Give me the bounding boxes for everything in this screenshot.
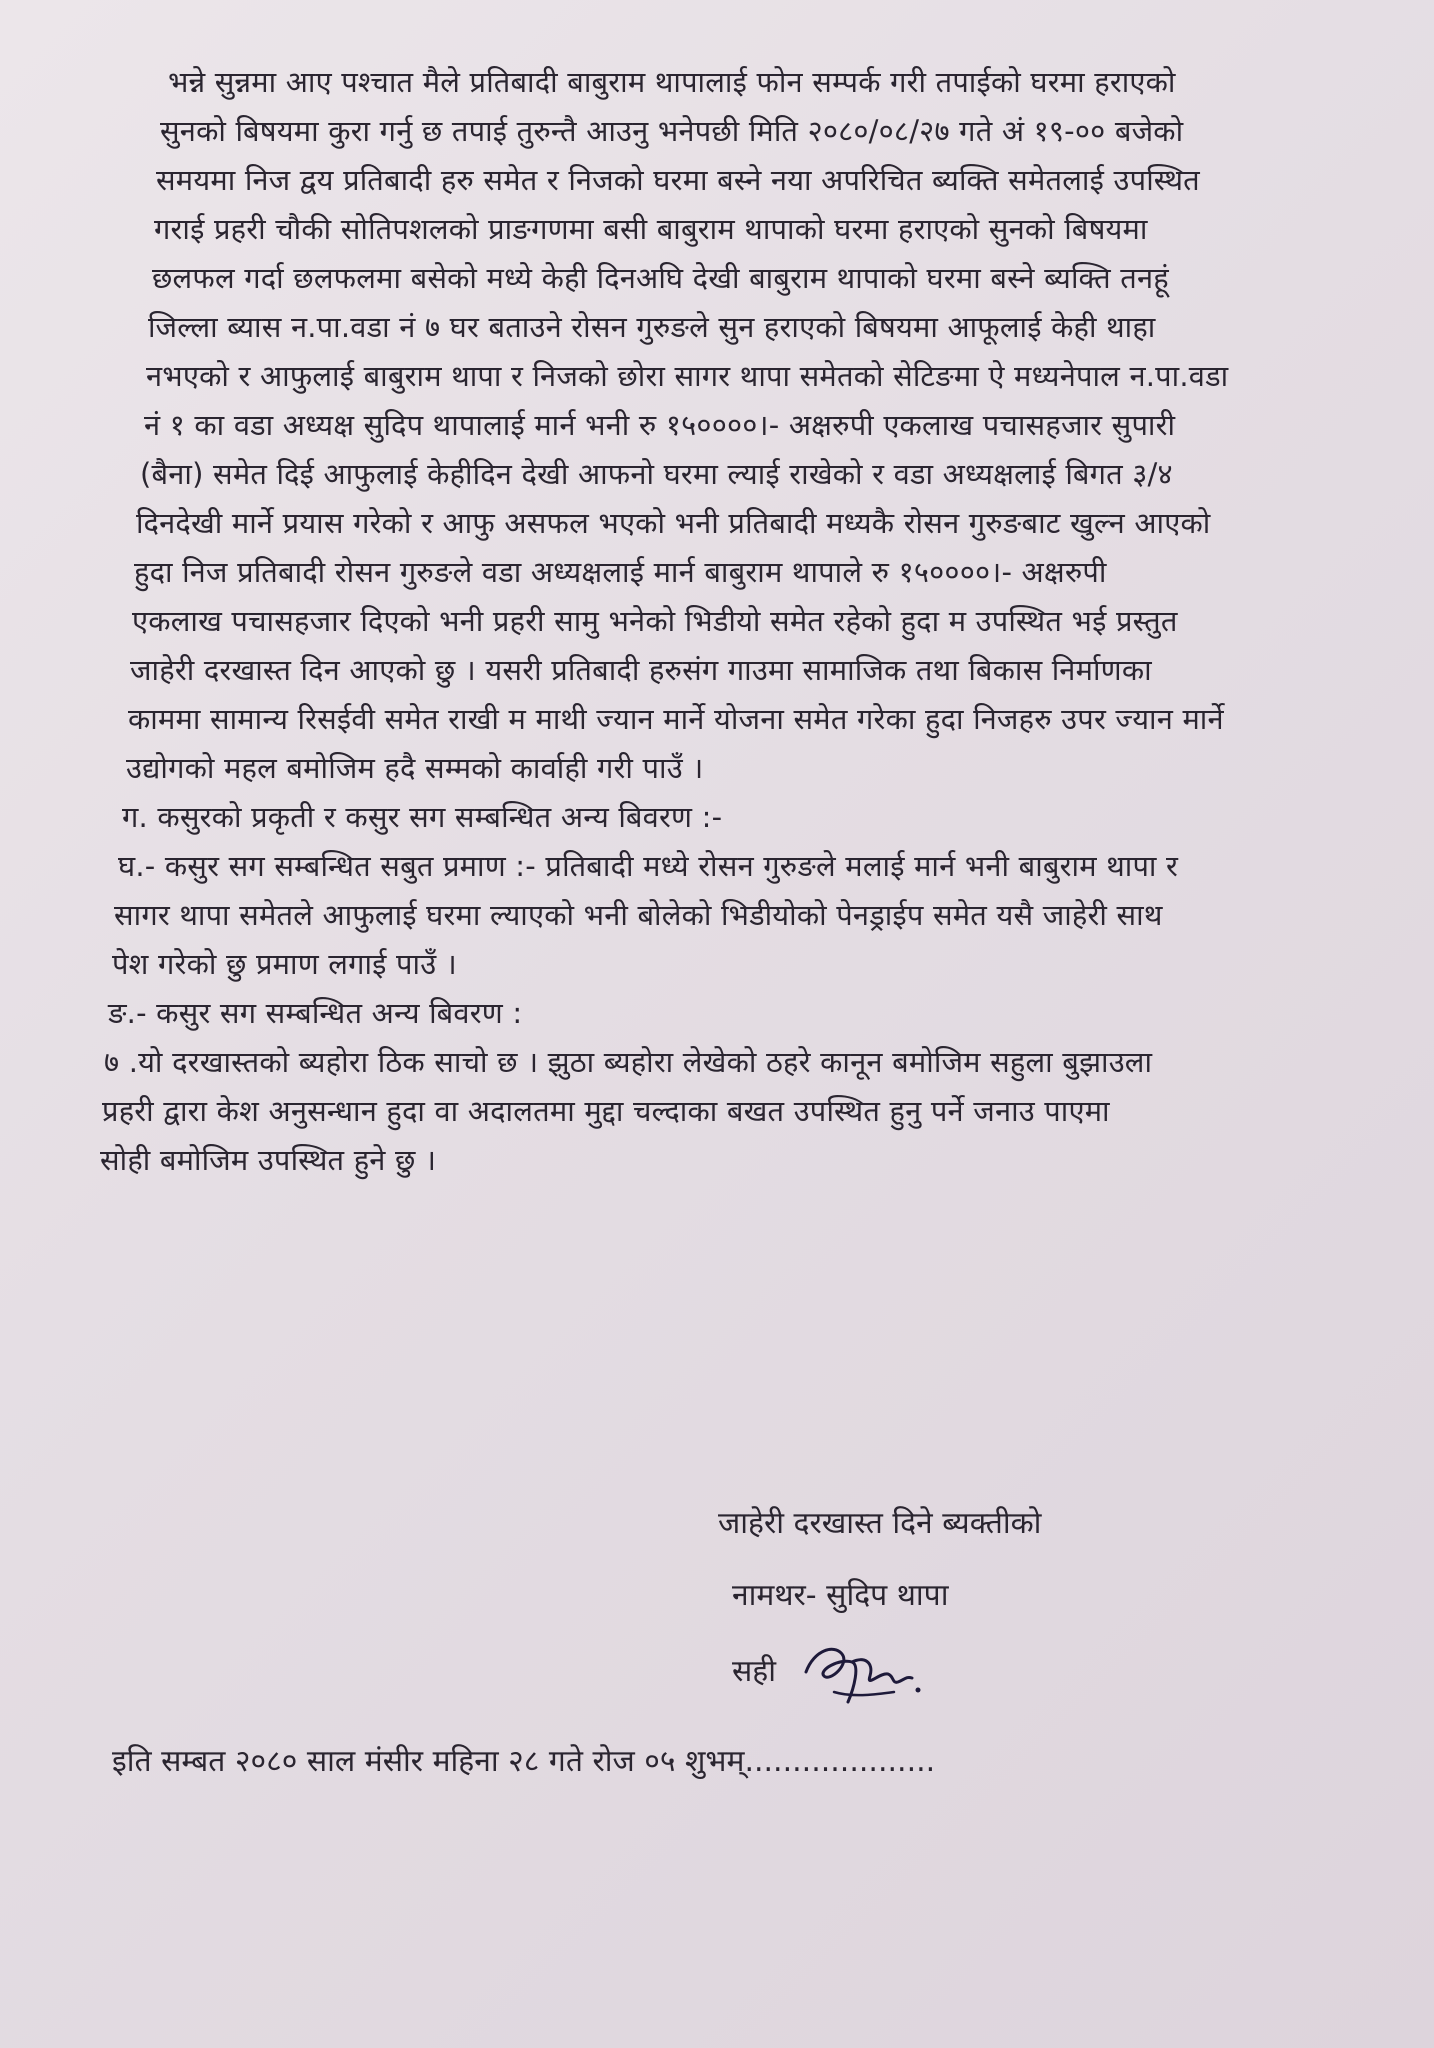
body-line: छलफल गर्दा छलफलमा बसेको मध्ये केही दिनअघि देखी बाबुराम थापाको घरमा बस्ने ब्यक्ति तनहूं xyxy=(152,261,1169,295)
document-body xyxy=(100,58,1340,1185)
body-line: नभएको र आफुलाई बाबुराम थापा र निजको छोरा सागर थापा समेतको सेटिङमा ऐ मध्यनेपाल न.पा.वडा xyxy=(146,359,1229,393)
body-line: काममा सामान्य रिसईवी समेत राखी म माथी ज्यान मार्ने योजना समेत गरेका हुदा निजहरु उपर ज्यान मार्ने xyxy=(128,702,1224,736)
signature-row xyxy=(732,1632,1041,1712)
section-heading-gha: घ.- कसुर सग सम्बन्धित सबुत प्रमाण :- प्रतिबादी मध्ये रोसन गुरुङले मलाई मार्न भनी बाबुराम थापा र xyxy=(118,849,1179,883)
signature-label: सही xyxy=(732,1654,776,1689)
body-line: जाहेरी दरखास्त दिन आएको छु । यसरी प्रतिबादी हरुसंग गाउमा सामाजिक तथा बिकास निर्माणका xyxy=(130,653,1152,687)
body-line: ७ .यो दरखास्तको ब्यहोरा ठिक साचो छ । झुठा ब्यहोरा लेखेको ठहरे कानून बमोजिम सहुला बुझाउला xyxy=(104,1045,1153,1079)
body-line: नं १ का वडा अध्यक्ष सुदिप थापालाई मार्न भनी रु १५००००।- अक्षरुपी एकलाख पचासहजार सुपारी xyxy=(144,408,1176,442)
body-line: दिनदेखी मार्ने प्रयास गरेको र आफु असफल भएको भनी प्रतिबादी मध्यकै रोसन गुरुङबाट खुल्न आएको xyxy=(136,506,1211,540)
handwritten-signature xyxy=(794,1632,924,1712)
body-line: पेश गरेको छु प्रमाण लगाई पाउँ । xyxy=(112,947,457,981)
section-heading-ga: ग. कसुरको प्रकृती र कसुर सग सम्बन्धित अन्य बिवरण :- xyxy=(122,800,723,834)
body-line: जिल्ला ब्यास न.पा.वडा नं ७ घर बताउने रोसन गुरुङले सुन हराएको बिषयमा आफूलाई केही थाहा xyxy=(148,310,1156,344)
body-line: सोही बमोजिम उपस्थित हुने छु । xyxy=(100,1143,437,1177)
signature-block xyxy=(718,1488,1041,1712)
body-line: सुनको बिषयमा कुरा गर्नु छ तपाई तुरुन्तै आउनु भनेपछी मिति २०८०/०८/२७ गते अं १९-०० बजेको xyxy=(160,114,1184,148)
body-line: प्रहरी द्वारा केश अनुसन्धान हुदा वा अदालतमा मुद्दा चल्दाका बखत उपस्थित हुनु पर्ने जनाउ पाएमा xyxy=(102,1094,1110,1128)
body-line: सागर थापा समेतले आफुलाई घरमा ल्याएको भनी बोलेको भिडीयोको पेनड्राईप समेत यसै जाहेरी साथ xyxy=(114,898,1163,932)
body-line: हुदा निज प्रतिबादी रोसन गुरुङले वडा अध्यक्षलाई मार्न बाबुराम थापाले रु १५००००।- अक्षरुपी xyxy=(134,555,1107,589)
section-heading-nga: ङ.- कसुर सग सम्बन्धित अन्य बिवरण : xyxy=(108,996,523,1030)
body-line: एकलाख पचासहजार दिएको भनी प्रहरी सामु भनेको भिडीयो समेत रहेको हुदा म उपस्थित भई प्रस्तुत xyxy=(132,604,1178,638)
body-line: गराई प्रहरी चौकी सोतिपशलको प्राङगणमा बसी बाबुराम थापाको घरमा हराएको सुनको बिषयमा xyxy=(154,212,1148,246)
body-line: उद्योगको महल बमोजिम हदै सम्मको कार्वाही गरी पाउँ । xyxy=(126,751,704,785)
signature-line-1: जाहेरी दरखास्त दिने ब्यक्तीको xyxy=(718,1506,1042,1541)
signature-name-line: नामथर- सुदिप थापा xyxy=(732,1578,949,1613)
body-line: (बैना) समेत दिई आफुलाई केहीदिन देखी आफनो घरमा ल्याई राखेको र वडा अध्यक्षलाई बिगत ३/४ xyxy=(140,457,1173,491)
closing-line: इति सम्बत २०८० साल मंसीर महिना २८ गते रोज ०५ शुभम्.................... xyxy=(112,1744,936,1779)
body-line: भन्ने सुन्नमा आए पश्चात मैले प्रतिबादी बाबुराम थापालाई फोन सम्पर्क गरी तपाईको घरमा हराएको xyxy=(168,65,1176,99)
body-line: समयमा निज द्वय प्रतिबादी हरु समेत र निजको घरमा बस्ने नया अपरिचित ब्यक्ति समेतलाई उपस्थित xyxy=(156,163,1200,197)
